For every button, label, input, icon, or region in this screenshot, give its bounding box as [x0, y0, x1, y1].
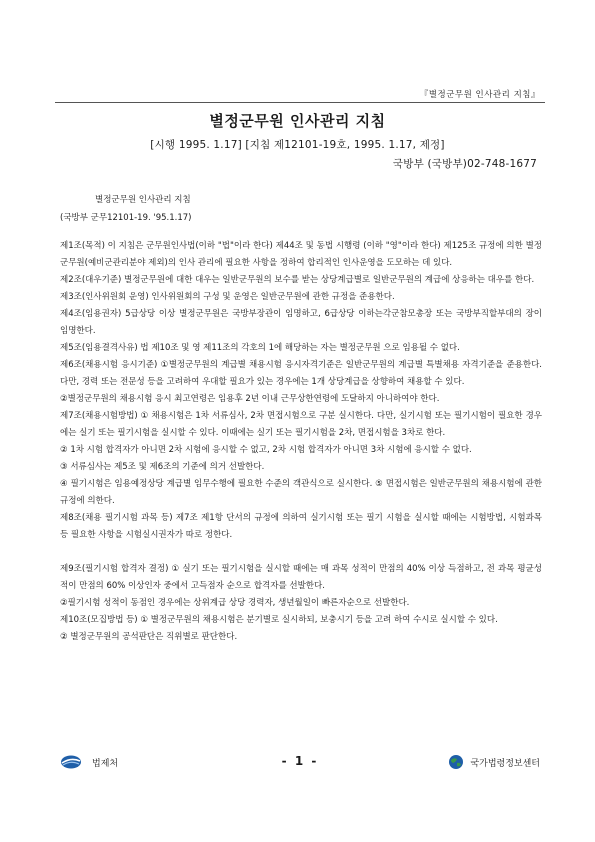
- article-10: 제10조(모집방법 등) ① 별정군무원의 채용시험은 분기별로 실시하되, 보충시기 등을 고려 하여 수시로 실시할 수 있다.: [60, 615, 498, 625]
- globe-icon: [448, 754, 464, 770]
- article-5: 제5조(임용결격사유) 법 제10조 및 영 제11조의 각호의 1에 해당하는 자는 별정군무원 으로 임용될 수 없다.: [60, 343, 460, 353]
- article-3: 제3조(인사위원회 운영) 인사위원회의 구성 및 운영은 일반군무원에 관한 규정을 준용한다.: [60, 292, 395, 302]
- inner-title: 별정군무원 인사관리 지침: [95, 195, 191, 205]
- header-divider: [55, 102, 545, 103]
- article-6: 제6조(채용시험 응시기준) ①별정군무원의 계급별 채용시험 응시자격기준은 일반군무원의 계급별 특별채용 자격기준을 준용한다. 다만, 경력 또는 전문성 등을 고려하여 우대할 필요가 있는 경우에는 1개 상당계급을 상향하여 채용할 수 있다.: [60, 360, 542, 387]
- article-7-clause-4: ④ 필기시험은 임용예정상당 계급별 임무수행에 필요한 수준의 객관식으로 실시한다. ⑤ 면접시험은 일반군무원의 채용시험에 관한 규정에 의한다.: [60, 479, 542, 506]
- inner-reference: (국방부 군무12101-19. '95.1.17): [60, 213, 192, 223]
- article-2: 제2조(대우기준) 별정군무원에 대한 대우는 일반군무원의 보수를 받는 상당계급별로 일반군무원의 계급에 상응하는 대우를 한다.: [60, 275, 535, 285]
- article-7-clause-3: ③ 서류심사는 제5조 및 제6조의 기준에 의거 선발한다.: [60, 462, 265, 472]
- article-8: 제8조(채용 필기시험 과목 등) 제7조 제1항 단서의 규정에 의하여 실기시험 또는 필기 시험을 실시할 때에는 시험방법, 시험과목 등 필요한 사항을 시험실시권자가 따로 정한다.: [60, 513, 542, 540]
- article-9-clause-2: ②필기시험 성적이 동점인 경우에는 상위계급 상당 경력자, 생년월일이 빠른자순으로 선발한다.: [60, 598, 410, 608]
- article-9: 제9조(필기시험 합격자 결정) ① 실기 또는 필기시험을 실시할 때에는 매 과목 성적이 만점의 40% 이상 득점하고, 전 과목 평균성적이 만점의 60% 이상인자 중에서 고득점자 순으로 합격자를 선발한다.: [60, 564, 542, 591]
- running-header: 『별정군무원 인사관리 지침』: [419, 90, 540, 100]
- page-number: - 1 -: [281, 754, 319, 768]
- ministry-contact: 국방부 (국방부)02-748-1677: [392, 158, 537, 170]
- article-10-clause-2: ② 별정군무원의 공석판단은 직위별로 판단한다.: [60, 632, 238, 642]
- page-footer: [60, 752, 540, 782]
- document-body: [60, 238, 542, 646]
- article-6-clause-2: ②별정군무원의 채용시험 응시 최고연령은 임용후 2년 이내 근무상한연령에 도달하지 아니하여야 한다.: [60, 394, 440, 404]
- footer-left-label: 법제처: [92, 758, 119, 769]
- article-1: 제1조(목적) 이 지침은 군무원인사법(이하 "법"이라 한다) 제44조 및 동법 시행령 (이하 "영"이라 한다) 제125조 규정에 의한 별정군무원(예비군관리분야 제외)의 인사 관리에 필요한 사항을 정하여 합리적인 인사운영을 도모하는 데 있다.: [60, 241, 542, 268]
- article-4: 제4조(임용권자) 5급상당 이상 별정군무원은 국방부장관이 임명하고, 6급상당 이하는각군참모총장 또는 국방부직할부대의 장이 임명한다.: [60, 309, 542, 336]
- document-title: 별정군무원 인사관리 지침: [209, 112, 386, 130]
- article-7-clause-2: ② 1차 시험 합격자가 아니면 2차 시험에 응시할 수 없고, 2차 시험 합격자가 아니면 3차 시험에 응시할 수 없다.: [60, 445, 472, 455]
- footer-right: [448, 754, 540, 770]
- article-7: 제7조(채용시험방법) ① 채용시험은 1차 서류심사, 2차 면접시험으로 구분 실시한다. 다만, 실기시험 또는 필기시험이 필요한 경우에는 실기 또는 필기시험을 실시할 수 있다. 이때에는 실기 또는 필기시험을 2차, 면접시험을 3차로 한다.: [60, 411, 542, 438]
- footer-right-label: 국가법령정보센터: [470, 758, 540, 769]
- enactment-info: [시행 1995. 1.17] [지침 제12101-19호, 1995. 1.17, 제정]: [150, 139, 445, 151]
